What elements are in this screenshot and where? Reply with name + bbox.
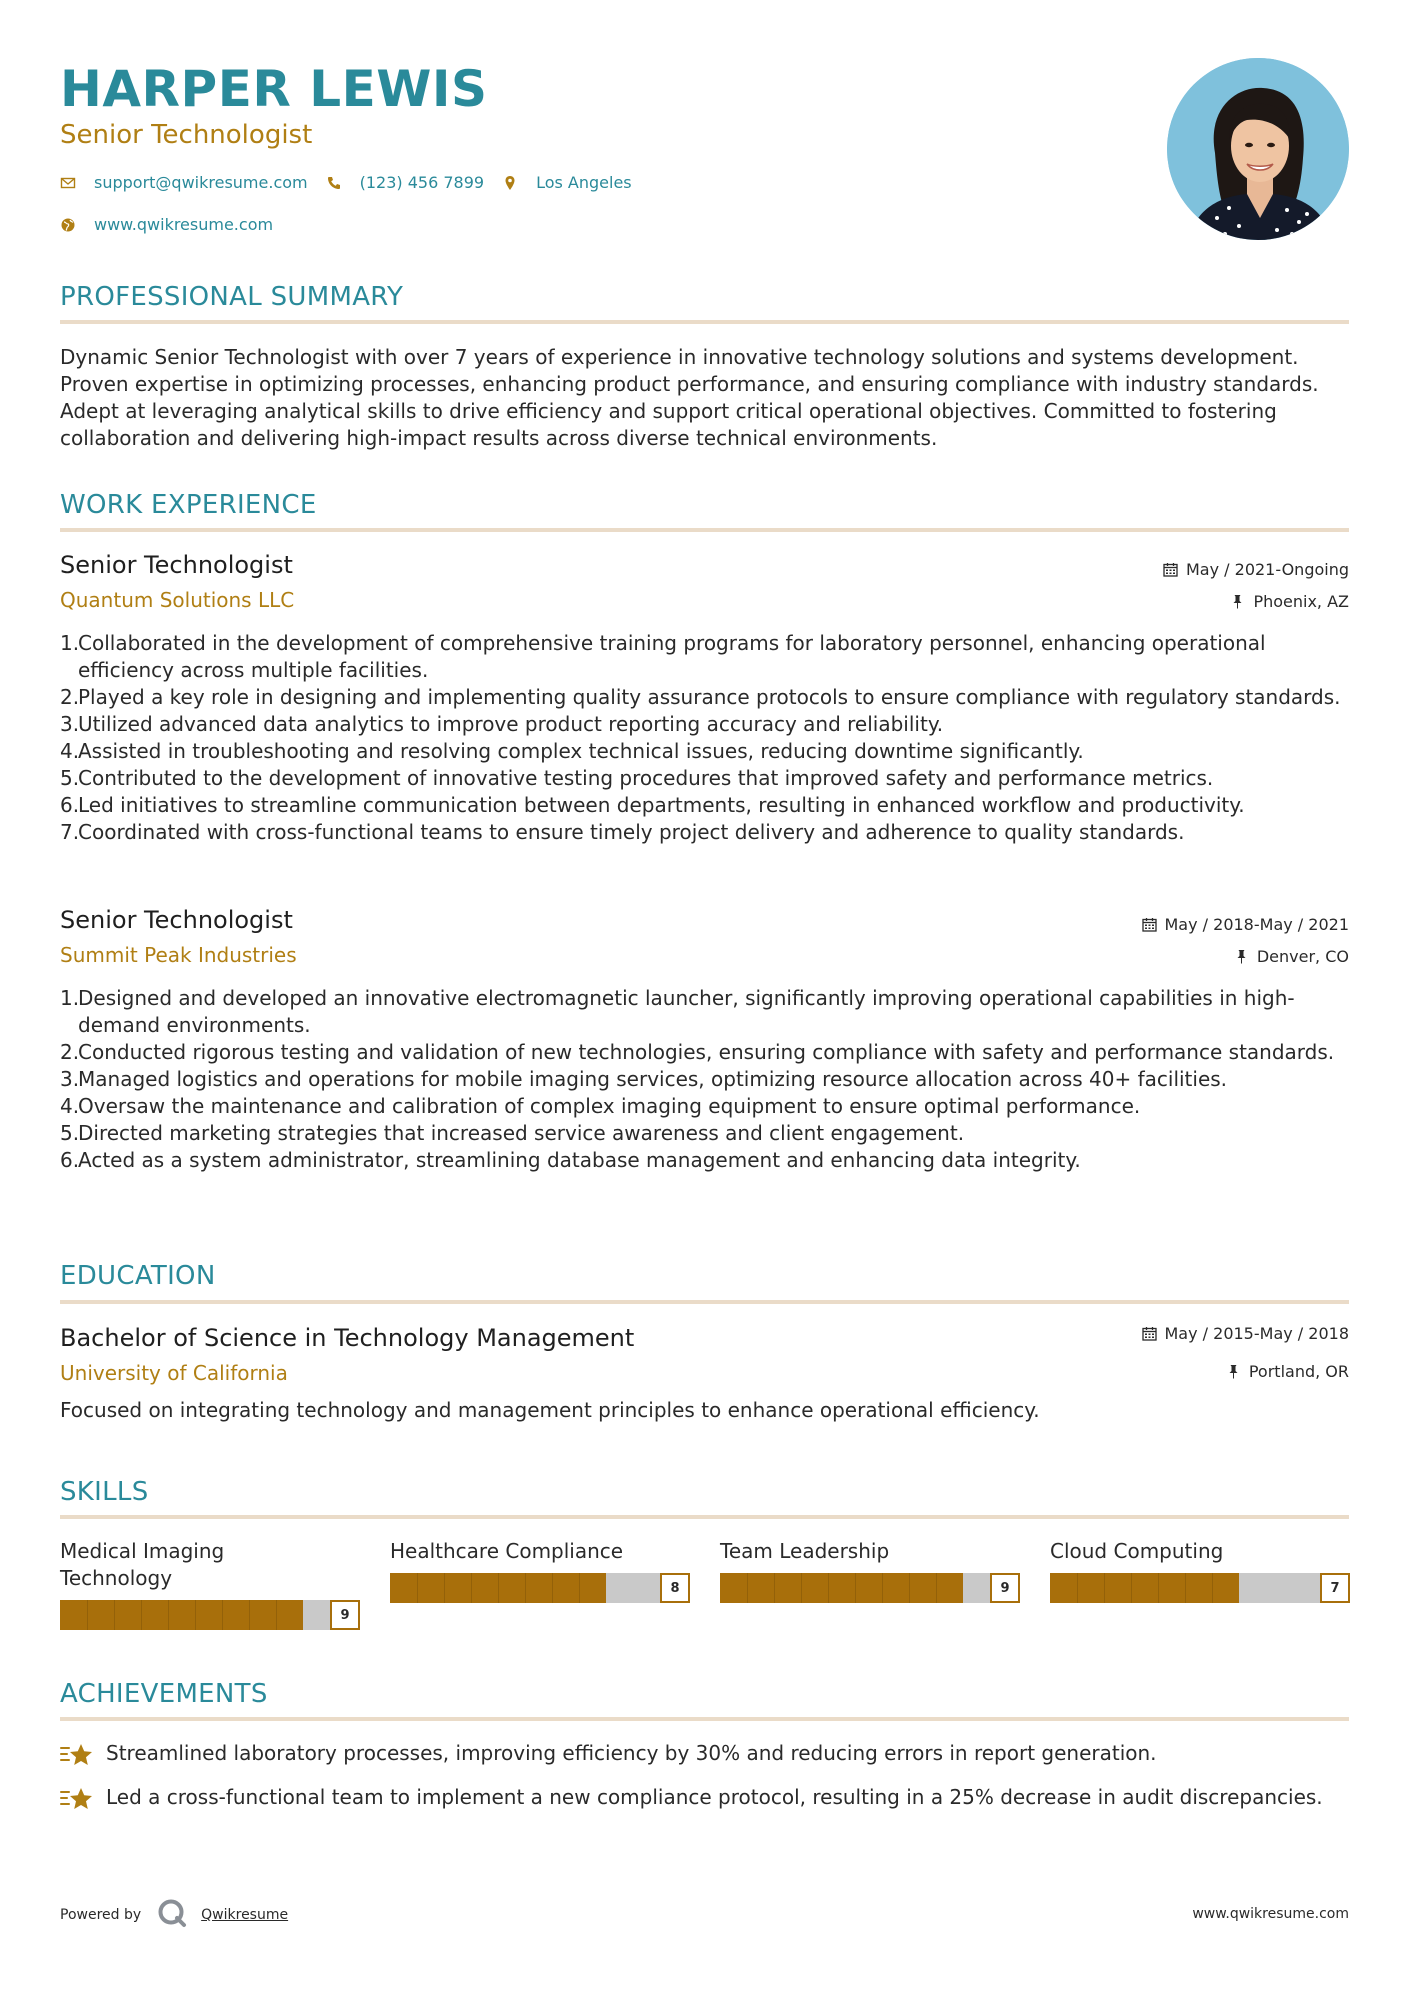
bullet-text: Contributed to the development of innovative testing procedures that improved safety and performance metrics. bbox=[78, 766, 1214, 790]
job-bullet-item bbox=[60, 738, 1349, 765]
skill-bar-track bbox=[1050, 1573, 1320, 1603]
section-divider bbox=[60, 1717, 1349, 1721]
skill-level-bar bbox=[1050, 1573, 1350, 1603]
pushpin-icon bbox=[1234, 949, 1249, 964]
skill-bar-fill bbox=[1050, 1573, 1239, 1603]
job-location-text: Denver, CO bbox=[1256, 947, 1349, 966]
job-dates-text: May / 2018-May / 2021 bbox=[1164, 915, 1349, 934]
experience-heading: WORK EXPERIENCE bbox=[60, 490, 317, 520]
bullet-number: 2. bbox=[60, 1040, 80, 1064]
powered-by-text: Powered by bbox=[60, 1907, 142, 1923]
skill-bar-track bbox=[60, 1600, 330, 1630]
education-location bbox=[1226, 1362, 1349, 1381]
bullet-text: Played a key role in designing and implementing quality assurance protocols to ensure compliance with regulatory standards. bbox=[78, 685, 1341, 709]
bullet-number: 5. bbox=[60, 766, 80, 790]
skill-item bbox=[720, 1538, 1020, 1603]
email-text: support@qwikresume.com bbox=[94, 173, 308, 192]
bullet-text: Managed logistics and operations for mobile imaging services, optimizing resource allocation across 40+ facilities. bbox=[78, 1067, 1228, 1091]
skill-item bbox=[60, 1538, 360, 1630]
education-dates bbox=[1142, 1324, 1350, 1343]
contact-location bbox=[502, 173, 632, 192]
job-dates bbox=[1163, 560, 1349, 579]
contact-website[interactable] bbox=[60, 215, 273, 234]
achievement-text: Streamlined laboratory processes, improving efficiency by 30% and reducing errors in report generation. bbox=[106, 1741, 1157, 1765]
skill-bar-fill bbox=[720, 1573, 963, 1603]
bullet-text: Utilized advanced data analytics to improve product reporting accuracy and reliability. bbox=[78, 712, 944, 736]
job-location bbox=[1230, 592, 1349, 611]
bullet-text: Acted as a system administrator, streamlining database management and enhancing data integrity. bbox=[78, 1148, 1081, 1172]
contact-email[interactable] bbox=[60, 173, 308, 192]
phone-text: (123) 456 7899 bbox=[359, 173, 485, 192]
skill-bar-track bbox=[390, 1573, 660, 1603]
candidate-name: HARPER LEWIS bbox=[60, 60, 488, 118]
calendar-icon bbox=[1142, 1326, 1157, 1341]
calendar-icon bbox=[1163, 562, 1178, 577]
skill-item bbox=[1050, 1538, 1350, 1603]
skill-name: Cloud Computing bbox=[1050, 1539, 1224, 1563]
skill-level-bar bbox=[390, 1573, 690, 1603]
skill-level-value: 9 bbox=[330, 1600, 360, 1630]
school-name: University of California bbox=[60, 1361, 288, 1385]
education-description: Focused on integrating technology and management principles to enhance operational efficiency. bbox=[60, 1398, 1040, 1422]
globe-icon bbox=[60, 217, 76, 233]
pushpin-icon bbox=[1226, 1364, 1241, 1379]
job-company: Summit Peak Industries bbox=[60, 943, 297, 967]
skill-bar-segment bbox=[801, 1573, 802, 1603]
website-text: www.qwikresume.com bbox=[94, 215, 274, 234]
skill-name: Healthcare Compliance bbox=[390, 1539, 624, 1563]
job-bullet-item bbox=[60, 765, 1349, 792]
bullet-text: Oversaw the maintenance and calibration of complex imaging equipment to ensure optimal performance. bbox=[78, 1094, 1141, 1118]
qwikresume-logo-icon bbox=[157, 1898, 187, 1932]
job-bullet-item bbox=[60, 792, 1349, 819]
skill-bar-segment bbox=[114, 1600, 115, 1630]
skill-level-bar bbox=[720, 1573, 1020, 1603]
bullet-number: 1. bbox=[60, 631, 80, 655]
job-title: Senior Technologist bbox=[60, 551, 293, 579]
envelope-icon bbox=[60, 175, 76, 191]
skills-heading: SKILLS bbox=[60, 1477, 149, 1507]
contact-phone[interactable] bbox=[326, 173, 484, 192]
skill-bar-segment bbox=[1185, 1573, 1186, 1603]
calendar-icon bbox=[1142, 917, 1157, 932]
skill-level-value: 9 bbox=[990, 1573, 1020, 1603]
bullet-number: 3. bbox=[60, 712, 80, 736]
skill-bar-segment bbox=[936, 1573, 937, 1603]
skill-bar-segment bbox=[882, 1573, 883, 1603]
skill-bar-track bbox=[720, 1573, 990, 1603]
resume-page bbox=[60, 0, 1349, 1990]
skill-bar-segment bbox=[1131, 1573, 1132, 1603]
job-bullet-item bbox=[60, 985, 1349, 1039]
bullet-number: 5. bbox=[60, 1121, 80, 1145]
job-bullet-item bbox=[60, 1093, 1349, 1120]
job-bullets bbox=[60, 985, 1349, 1174]
skill-bar-segment bbox=[1212, 1573, 1213, 1603]
candidate-title: Senior Technologist bbox=[60, 120, 313, 150]
skill-bar-segment bbox=[579, 1573, 580, 1603]
job-bullet-item bbox=[60, 711, 1349, 738]
achievements-heading: ACHIEVEMENTS bbox=[60, 1679, 268, 1709]
star-icon bbox=[60, 1786, 94, 1821]
job-bullet-item bbox=[60, 819, 1349, 846]
education-location-text: Portland, OR bbox=[1248, 1362, 1349, 1381]
skill-bar-segment bbox=[222, 1600, 223, 1630]
skill-bar-segment bbox=[498, 1573, 499, 1603]
job-company: Quantum Solutions LLC bbox=[60, 588, 295, 612]
bullet-text: Assisted in troubleshooting and resolving complex technical issues, reducing downtime significantly. bbox=[78, 739, 1084, 763]
skill-bar-segment bbox=[471, 1573, 472, 1603]
map-pin-icon bbox=[502, 175, 518, 191]
bullet-number: 7. bbox=[60, 820, 80, 844]
skill-bar-segment bbox=[1104, 1573, 1105, 1603]
skill-bar-segment bbox=[444, 1573, 445, 1603]
section-divider bbox=[60, 320, 1349, 324]
contact-row bbox=[60, 173, 650, 192]
job-bullets bbox=[60, 630, 1349, 846]
skill-bar-segment bbox=[909, 1573, 910, 1603]
degree-title: Bachelor of Science in Technology Management bbox=[60, 1324, 635, 1352]
skill-bar-segment bbox=[828, 1573, 829, 1603]
summary-heading: PROFESSIONAL SUMMARY bbox=[60, 282, 404, 312]
bullet-text: Collaborated in the development of comprehensive training programs for laboratory personnel, enhancing operational efficiency across multiple facilities. bbox=[78, 631, 1266, 682]
education-dates-text: May / 2015-May / 2018 bbox=[1164, 1324, 1349, 1343]
skill-item bbox=[390, 1538, 690, 1603]
achievement-item bbox=[60, 1784, 1349, 1821]
bullet-number: 6. bbox=[60, 1148, 80, 1172]
bullet-number: 4. bbox=[60, 1094, 80, 1118]
skill-bar-segment bbox=[249, 1600, 250, 1630]
education-heading: EDUCATION bbox=[60, 1261, 216, 1291]
summary-text: Dynamic Senior Technologist with over 7 years of experience in innovative technology solutions and systems development. Proven expertise in optimizing processes, enhancing product performance, and ensuring compliance with industry standards. Adept at leveraging analytical skills to drive efficiency and support critical operational objectives. Committed to fostering collaboration and delivering high-impact results across diverse technical environments. bbox=[60, 345, 1319, 450]
job-bullet-item bbox=[60, 1039, 1349, 1066]
skill-bar-segment bbox=[141, 1600, 142, 1630]
job-location bbox=[1234, 947, 1349, 966]
bullet-text: Designed and developed an innovative electromagnetic launcher, significantly improving operational capabilities in high-demand environments. bbox=[78, 986, 1295, 1037]
job-dates bbox=[1142, 915, 1350, 934]
job-bullet-item bbox=[60, 1147, 1349, 1174]
pushpin-icon bbox=[1230, 594, 1245, 609]
skill-bar-segment bbox=[87, 1600, 88, 1630]
bullet-text: Coordinated with cross-functional teams to ensure timely project delivery and adherence to quality standards. bbox=[78, 820, 1185, 844]
job-bullet-item bbox=[60, 1120, 1349, 1147]
section-divider bbox=[60, 1515, 1349, 1519]
bullet-number: 3. bbox=[60, 1067, 80, 1091]
skill-level-value: 7 bbox=[1320, 1573, 1350, 1603]
skill-bar-segment bbox=[855, 1573, 856, 1603]
footer-brand-link[interactable]: Qwikresume bbox=[201, 1907, 289, 1923]
skill-level-value: 8 bbox=[660, 1573, 690, 1603]
section-divider bbox=[60, 528, 1349, 532]
skill-bar-segment bbox=[774, 1573, 775, 1603]
phone-icon bbox=[326, 175, 342, 191]
achievement-text: Led a cross-functional team to implement a new compliance protocol, resulting in a 25% decrease in audit discrepancies. bbox=[106, 1785, 1323, 1809]
skill-bar-fill bbox=[60, 1600, 303, 1630]
skill-bar-segment bbox=[747, 1573, 748, 1603]
profile-photo bbox=[1167, 58, 1349, 240]
achievement-item bbox=[60, 1740, 1349, 1777]
skill-bar-segment bbox=[276, 1600, 277, 1630]
bullet-text: Led initiatives to streamline communication between departments, resulting in enhanced workflow and productivity. bbox=[78, 793, 1245, 817]
footer-url[interactable]: www.qwikresume.com bbox=[1192, 1906, 1349, 1922]
skill-bar-segment bbox=[195, 1600, 196, 1630]
bullet-number: 4. bbox=[60, 739, 80, 763]
footer-powered-by bbox=[60, 1898, 288, 1932]
job-bullet-item bbox=[60, 630, 1349, 684]
bullet-number: 1. bbox=[60, 986, 80, 1010]
job-bullet-item bbox=[60, 684, 1349, 711]
skill-bar-segment bbox=[525, 1573, 526, 1603]
bullet-text: Conducted rigorous testing and validation of new technologies, ensuring compliance with safety and performance standards. bbox=[78, 1040, 1335, 1064]
section-divider bbox=[60, 1300, 1349, 1304]
skill-name: Team Leadership bbox=[720, 1539, 890, 1563]
star-icon bbox=[60, 1742, 94, 1777]
skill-bar-segment bbox=[1158, 1573, 1159, 1603]
job-bullet-item bbox=[60, 1066, 1349, 1093]
bullet-number: 6. bbox=[60, 793, 80, 817]
bullet-number: 2. bbox=[60, 685, 80, 709]
contact-row-web bbox=[60, 215, 291, 234]
bullet-text: Directed marketing strategies that increased service awareness and client engagement. bbox=[78, 1121, 965, 1145]
job-title: Senior Technologist bbox=[60, 906, 293, 934]
skill-bar-segment bbox=[168, 1600, 169, 1630]
location-text: Los Angeles bbox=[536, 173, 632, 192]
skill-bar-segment bbox=[1077, 1573, 1078, 1603]
skill-bar-segment bbox=[417, 1573, 418, 1603]
skill-level-bar bbox=[60, 1600, 360, 1630]
skill-bar-segment bbox=[552, 1573, 553, 1603]
job-dates-text: May / 2021-Ongoing bbox=[1186, 560, 1349, 579]
job-location-text: Phoenix, AZ bbox=[1253, 592, 1349, 611]
skill-name: Medical Imaging Technology bbox=[60, 1539, 225, 1590]
